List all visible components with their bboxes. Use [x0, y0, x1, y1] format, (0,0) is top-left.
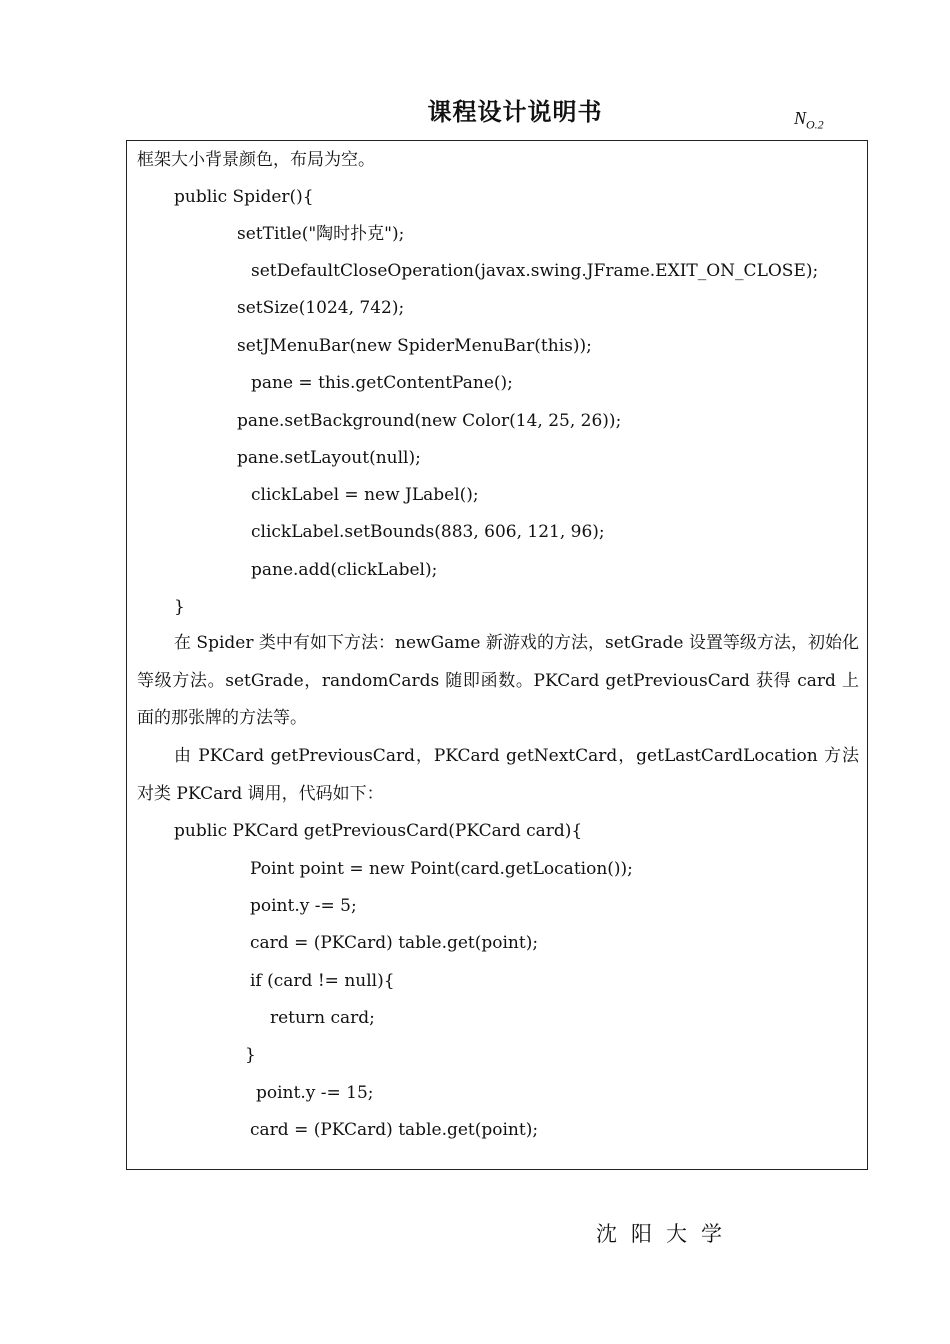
- content-frame: [126, 140, 868, 1170]
- code-line: setSize(1024, 742);: [237, 298, 405, 318]
- page-number-main: N: [794, 108, 807, 128]
- page-number-sub: O.2: [806, 117, 824, 132]
- code-line: Point point = new Point(card.getLocation());: [250, 859, 633, 879]
- code-line: if (card != null){: [250, 971, 395, 991]
- code-line: }: [174, 597, 185, 617]
- code-line: card = (PKCard) table.get(point);: [250, 1120, 539, 1140]
- code-line: pane = this.getContentPane();: [251, 373, 513, 393]
- code-line: setDefaultCloseOperation(javax.swing.JFrame.EXIT_ON_CLOSE);: [251, 261, 819, 281]
- paragraph: 由 PKCard getPreviousCard，PKCard getNextCard，getLastCardLocation 方法对类 PKCard 调用，代码如下：: [137, 746, 859, 804]
- code-line: setJMenuBar(new SpiderMenuBar(this));: [237, 336, 592, 356]
- code-line: point.y -= 15;: [256, 1083, 374, 1103]
- code-line: return card;: [270, 1008, 375, 1028]
- code-line: }: [245, 1045, 256, 1065]
- code-line: pane.setBackground(new Color(14, 25, 26));: [237, 411, 622, 431]
- code-line: pane.add(clickLabel);: [251, 560, 438, 580]
- code-line: point.y -= 5;: [250, 896, 357, 916]
- page-title: 课程设计说明书: [427, 98, 603, 126]
- code-line: clickLabel = new JLabel();: [251, 485, 479, 505]
- paragraph: 在 Spider 类中有如下方法：newGame 新游戏的方法，setGrade 设置等级方法，初始化等级方法。setGrade，randomCards 随即函数。PKCard getPreviousCard 获得 card 上面的那张牌的方法等。: [137, 633, 859, 728]
- code-line: card = (PKCard) table.get(point);: [250, 933, 539, 953]
- text-line: 框架大小背景颜色，布局为空。: [137, 150, 375, 170]
- code-line: public Spider(){: [174, 187, 314, 207]
- code-line: clickLabel.setBounds(883, 606, 121, 96);: [251, 522, 605, 542]
- page-number: [794, 108, 824, 133]
- code-line: setTitle("陶时扑克");: [237, 224, 405, 244]
- university-name: 沈阳大学: [596, 1222, 736, 1246]
- code-line: public PKCard getPreviousCard(PKCard card){: [174, 821, 583, 841]
- code-line: pane.setLayout(null);: [237, 448, 421, 468]
